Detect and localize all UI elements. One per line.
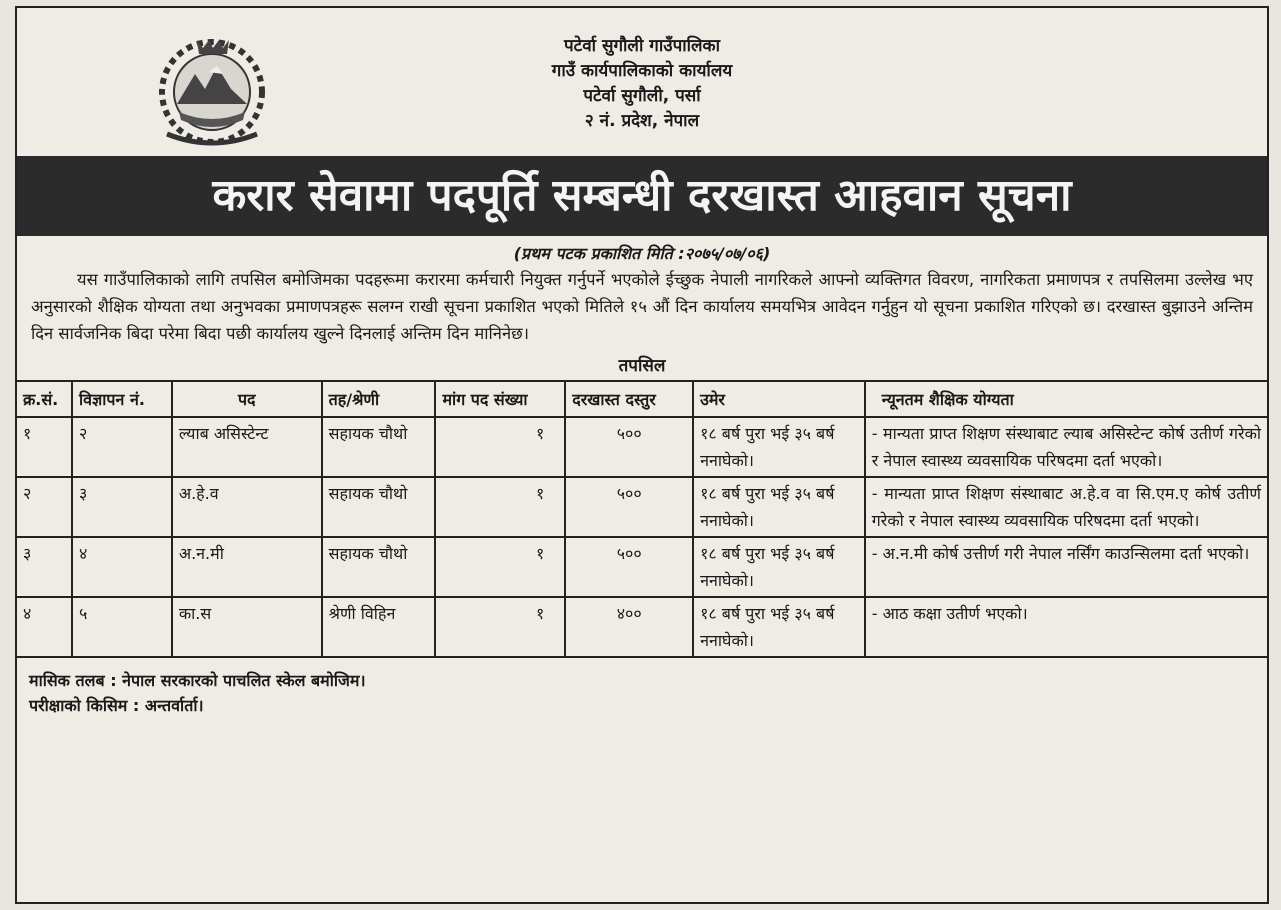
cell-age: १८ बर्ष पुरा भई ३५ बर्ष ननाघेको। [693,477,865,537]
notice-title-banner: करार सेवामा पदपूर्ति सम्बन्धी दरखास्त आहवान सूचना [17,156,1267,236]
col-header-age: उमेर [693,381,865,417]
col-header-sn: क्र.सं. [16,381,72,417]
vacancy-table [15,380,1269,658]
cell-age: १८ बर्ष पुरा भई ३५ बर्ष ननाघेको। [693,597,865,657]
col-header-count: मांग पद संख्या [435,381,565,417]
cell-count: १ [435,537,565,597]
cell-ad-no: ४ [72,537,172,597]
col-header-fee: दरखास्त दस्तुर [565,381,693,417]
salary-note: मासिक तलब : नेपाल सरकारको पाचलित स्केल बमोजिम। [29,671,366,690]
col-header-post: पद [172,381,322,417]
cell-count: १ [435,477,565,537]
cell-post: ल्याब असिस्टेन्ट [172,417,322,477]
table-row [16,597,1268,657]
publication-date: (प्रथम पटक प्रकाशित मिति :२०७५/०७/०६) [513,244,771,263]
cell-fee: ५०० [565,537,693,597]
cell-count: १ [435,597,565,657]
cell-post: अ.न.मी [172,537,322,597]
notice-header [17,8,1267,156]
office-line-3: पटेर्वा सुगौली, पर्सा [583,86,701,106]
cell-fee: ४०० [565,597,693,657]
cell-post: का.स [172,597,322,657]
office-line-1: पटेर्वा सुगौली गाउँपालिका [563,36,721,56]
cell-level: सहायक चौथो [322,537,436,597]
table-row [16,477,1268,537]
cell-qualification: - आठ कक्षा उतीर्ण भएको। [865,597,1268,657]
table-row [16,417,1268,477]
col-header-level: तह/श्रेणी [322,381,436,417]
cell-age: १८ बर्ष पुरा भई ३५ बर्ष ननाघेको। [693,417,865,477]
cell-sn: ३ [16,537,72,597]
table-title: तपसिल [618,356,666,376]
cell-count: १ [435,417,565,477]
notice-footer [17,656,1267,728]
cell-qualification: - अ.न.मी कोर्ष उत्तीर्ण गरी नेपाल नर्सिंग काउन्सिलमा दर्ता भएको। [865,537,1268,597]
cell-qualification: - मान्यता प्राप्त शिक्षण संस्थाबाट ल्याब असिस्टेन्ट कोर्ष उतीर्ण गरेको र नेपाल स्वास्थ्य व्यवसायिक परिषदमा दर्ता भएको। [865,417,1268,477]
table-row [16,537,1268,597]
cell-level: सहायक चौथो [322,417,436,477]
cell-fee: ५०० [565,417,693,477]
cell-sn: ४ [16,597,72,657]
exam-type-note: परीक्षाको किसिम : अन्तर्वार्ता। [29,696,204,715]
cell-ad-no: ५ [72,597,172,657]
cell-sn: १ [16,417,72,477]
cell-fee: ५०० [565,477,693,537]
intro-text: यस गाउँपालिकाको लागि तपसिल बमोजिमका पदहरूमा करारमा कर्मचारी नियुक्त गर्नुपर्ने भएकोले ईच्छुक नेपाली नागरिकले आफ्नो व्यक्तिगत विवरण, नागरिकता प्रमाणपत्र र तपसिलमा उल्लेख भए अनुसारको शैक्षिक योग्यता तथा अनुभवका प्रमाणपत्रहरू सलग्न राखी सूचना प्रकाशित भएको मितिले १५ औं दिन कार्यालय समयभित्र आवेदन गर्नुहुन यो सूचना प्रकाशित गरिएको छ। दरखास्त बुझाउने अन्तिम दिन सार्वजनिक बिदा परेमा बिदा पछी कार्यालय खुल्ने दिनलाई अन्तिम दिन मानिनेछ। [31,270,1253,343]
office-address [17,34,1267,134]
cell-sn: २ [16,477,72,537]
office-line-4: २ नं. प्रदेश, नेपाल [584,111,700,131]
cell-age: १८ बर्ष पुरा भई ३५ बर्ष ननाघेको। [693,537,865,597]
cell-ad-no: ३ [72,477,172,537]
col-header-ad-no: विज्ञापन नं. [72,381,172,417]
table-header-row [16,381,1268,417]
notice-page [15,6,1269,904]
cell-qualification: - मान्यता प्राप्त शिक्षण संस्थाबाट अ.हे.व वा सि.एम.ए कोर्ष उतीर्ण गरेको र नेपाल स्वास्थ्य व्यवसायिक परिषदमा दर्ता भएको। [865,477,1268,537]
col-header-qualification: न्यूनतम शैक्षिक योग्यता [865,381,1268,417]
cell-level: श्रेणी विहिन [322,597,436,657]
cell-post: अ.हे.व [172,477,322,537]
cell-level: सहायक चौथो [322,477,436,537]
cell-ad-no: २ [72,417,172,477]
intro-paragraph [17,264,1267,347]
office-line-2: गाउँ कार्यपालिकाको कार्यालय [551,61,733,81]
